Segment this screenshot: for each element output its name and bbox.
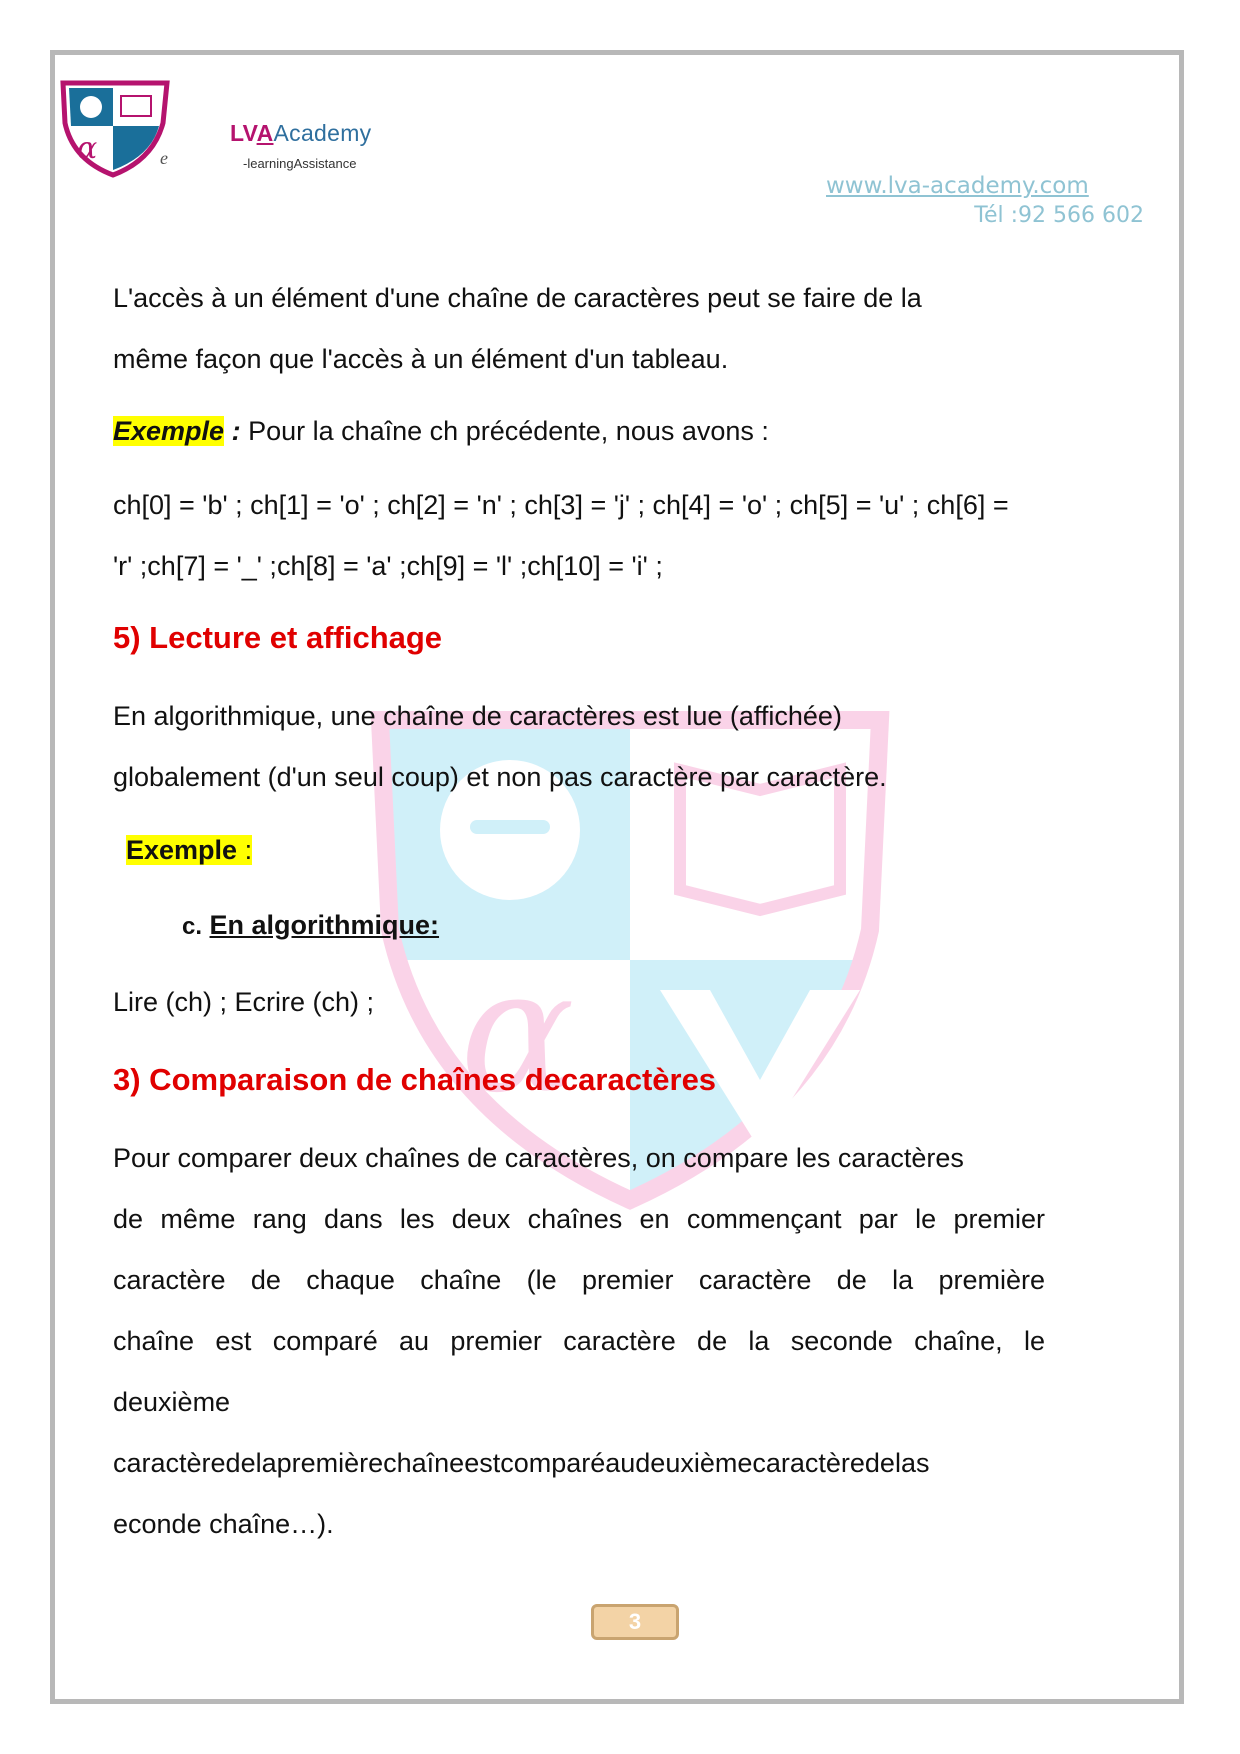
- phone-number: Tél :92 566 602: [974, 203, 1144, 228]
- paragraph-3-line-2: de même rang dans les deux chaînes en commençant par le premier: [113, 1204, 1045, 1234]
- example-1-label: Exemple: [113, 416, 225, 446]
- paragraph-3-line-3: caractère de chaque chaîne (le premier caractère de la première: [113, 1265, 1045, 1295]
- brand-name: LVAAcademy: [230, 120, 372, 146]
- section-heading-3: 3) Comparaison de chaînes decaractères: [113, 1062, 717, 1097]
- logo-e-mark: e: [160, 148, 168, 168]
- paragraph-2-line-1: En algorithmique, une chaîne de caractères est lue (affichée): [113, 701, 842, 731]
- paragraph-3-line-4: chaîne est comparé au premier caractère de la seconde chaîne, le: [113, 1326, 1045, 1356]
- code-lire-ecrire: Lire (ch) ; Ecrire (ch) ;: [113, 987, 375, 1017]
- page-number: 3: [591, 1604, 679, 1640]
- code-line-2: 'r' ;ch[7] = '_' ;ch[8] = 'a' ;ch[9] = 'l' ;ch[10] = 'i' ;: [113, 551, 663, 581]
- paragraph-1-line-1: L'accès à un élément d'une chaîne de caractères peut se faire de la: [113, 283, 922, 313]
- lva-logo-icon: [55, 78, 175, 178]
- example-2: Exemple :: [126, 835, 253, 865]
- example-1: Exemple : Pour la chaîne ch précédente, nous avons :: [113, 416, 769, 446]
- subsection-heading: c. En algorithmique:: [182, 910, 440, 940]
- brand-tagline: -learningAssistance: [243, 156, 357, 171]
- section-heading-5: 5) Lecture et affichage: [113, 620, 443, 655]
- example-2-label: Exemple: [126, 835, 238, 865]
- paragraph-3-line-5: deuxième: [113, 1387, 231, 1417]
- paragraph-3-line-6: caractèredelapremièrechaîneestcomparéaudeuxièmecaractèredelas: [113, 1448, 930, 1478]
- paragraph-2-line-2: globalement (d'un seul coup) et non pas caractère par caractère.: [113, 762, 887, 792]
- svg-text:α: α: [77, 131, 98, 166]
- code-line-1: ch[0] = 'b' ; ch[1] = 'o' ; ch[2] = 'n' ; ch[3] = 'j' ; ch[4] = 'o' ; ch[5] = 'u' ; ch[6] =: [113, 490, 1009, 520]
- paragraph-3-line-7: econde chaîne…).: [113, 1509, 334, 1539]
- paragraph-3-line-1: Pour comparer deux chaînes de caractères, on compare les caractères: [113, 1143, 964, 1173]
- website-link[interactable]: www.lva-academy.com: [826, 173, 1089, 199]
- svg-text:α: α: [460, 933, 575, 1131]
- paragraph-1-line-2: même façon que l'accès à un élément d'un tableau.: [113, 344, 729, 374]
